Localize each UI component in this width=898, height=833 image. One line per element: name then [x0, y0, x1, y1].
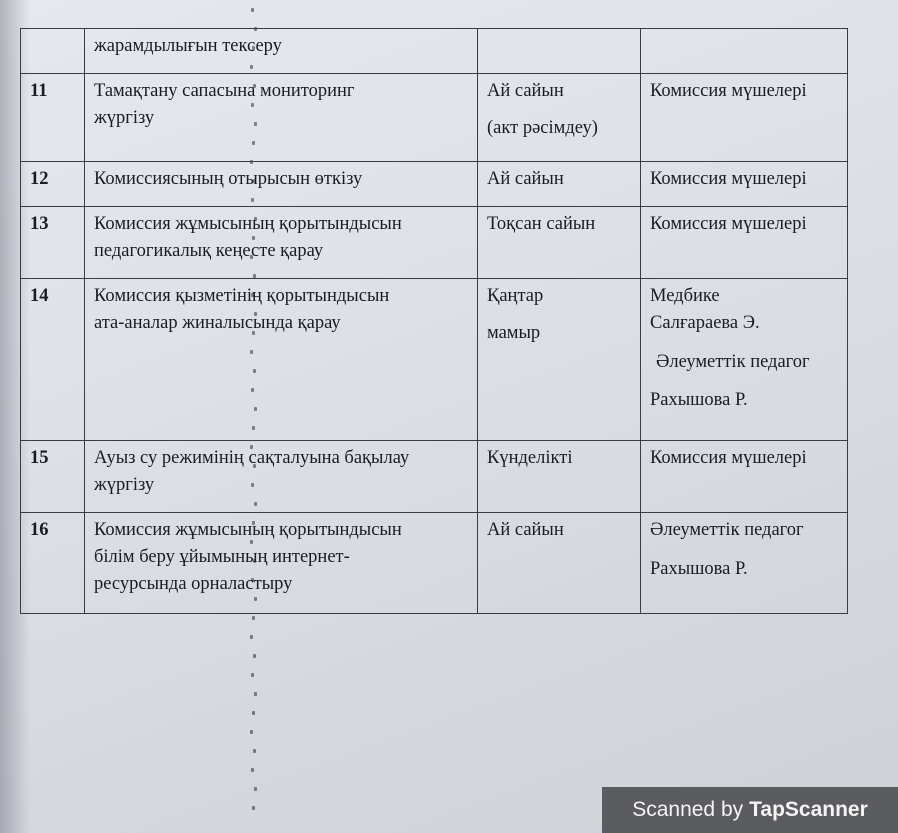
scan-speck [251, 673, 254, 677]
table-row [21, 207, 848, 279]
responsible-line: Комиссия мүшелері [650, 81, 807, 101]
event-cell [85, 207, 478, 279]
responsible-cell [641, 74, 848, 162]
period-cell [478, 441, 641, 513]
event-line: ата-аналар жиналысында қарау [94, 312, 341, 333]
responsible-cell [641, 162, 848, 207]
event-cell [85, 513, 478, 614]
scan-speck [253, 654, 256, 658]
responsible-line: Рахышова Р. [650, 390, 748, 411]
responsible-line: Салғараева Э. [650, 312, 760, 333]
table-row [21, 441, 848, 513]
period-cell [478, 207, 641, 279]
scan-speck [250, 635, 253, 639]
responsible-line: Рахышова Р. [650, 558, 748, 579]
scan-speck [254, 787, 257, 791]
event-line: білім беру ұйымының интернет- [94, 546, 350, 567]
watermark-brand: TapScanner [749, 798, 868, 821]
responsible-cell [641, 29, 848, 74]
event-line: Комиссиясының отырысын өткізу [94, 169, 363, 189]
table-row [21, 74, 848, 162]
period-cell [478, 162, 641, 207]
period-line: Қаңтар [487, 286, 544, 306]
responsible-line: Комиссия мүшелері [650, 169, 807, 189]
event-line: Комиссия жұмысының қорытындысын [94, 520, 402, 540]
responsible-line: Комиссия мүшелері [650, 448, 807, 468]
table-row [21, 513, 848, 614]
row-number: 16 [21, 513, 85, 614]
table-row [21, 279, 848, 441]
scan-speck [252, 616, 255, 620]
period-cell [478, 74, 641, 162]
table-row [21, 162, 848, 207]
period-line: Ай сайын [487, 169, 564, 189]
event-line: ресурсында орналастыру [94, 573, 293, 594]
scan-speck [254, 692, 257, 696]
row-number: 15 [21, 441, 85, 513]
responsible-line: Медбике [650, 286, 720, 306]
responsible-cell [641, 207, 848, 279]
period-line: (акт рәсімдеу) [487, 117, 598, 138]
period-line: Тоқсан сайын [487, 214, 596, 234]
responsible-line: Комиссия мүшелері [650, 214, 807, 234]
scan-speck [251, 8, 254, 12]
event-cell [85, 74, 478, 162]
row-number [21, 29, 85, 74]
event-cell [85, 162, 478, 207]
scanner-watermark [602, 787, 898, 833]
row-number: 12 [21, 162, 85, 207]
event-line: Ауыз су режимінің сақталуына бақылау [94, 448, 410, 468]
event-cell [85, 279, 478, 441]
row-number: 13 [21, 207, 85, 279]
row-number: 11 [21, 74, 85, 162]
responsible-cell [641, 279, 848, 441]
row-number: 14 [21, 279, 85, 441]
period-cell [478, 29, 641, 74]
scan-speck [251, 768, 254, 772]
responsible-line: Әлеуметтік педагог [656, 351, 810, 372]
scan-speck [252, 806, 255, 810]
event-line: педагогикалық кеңесте қарау [94, 240, 324, 261]
event-line: жарамдылығын тексеру [94, 36, 282, 56]
scan-speck [253, 749, 256, 753]
period-line: Ай сайын [487, 81, 564, 101]
event-plan-table [20, 28, 848, 614]
period-line: мамыр [487, 322, 541, 343]
event-cell [85, 441, 478, 513]
responsible-cell [641, 513, 848, 614]
responsible-cell [641, 441, 848, 513]
event-line: жүргізу [94, 107, 155, 128]
event-line: Комиссия жұмысының қорытындысын [94, 214, 402, 234]
scan-speck [250, 730, 253, 734]
event-line: жүргізу [94, 474, 155, 495]
event-line: Тамақтану сапасына мониторинг [94, 81, 355, 101]
event-line: Комиссия қызметінің қорытындысын [94, 286, 390, 306]
watermark-prefix: Scanned by [632, 798, 744, 821]
scan-speck [252, 711, 255, 715]
period-cell [478, 513, 641, 614]
period-line: Ай сайын [487, 520, 564, 540]
period-cell [478, 279, 641, 441]
period-line: Күнделікті [487, 448, 573, 468]
table-row [21, 29, 848, 74]
event-cell [85, 29, 478, 74]
responsible-line: Әлеуметтік педагог [650, 520, 804, 540]
